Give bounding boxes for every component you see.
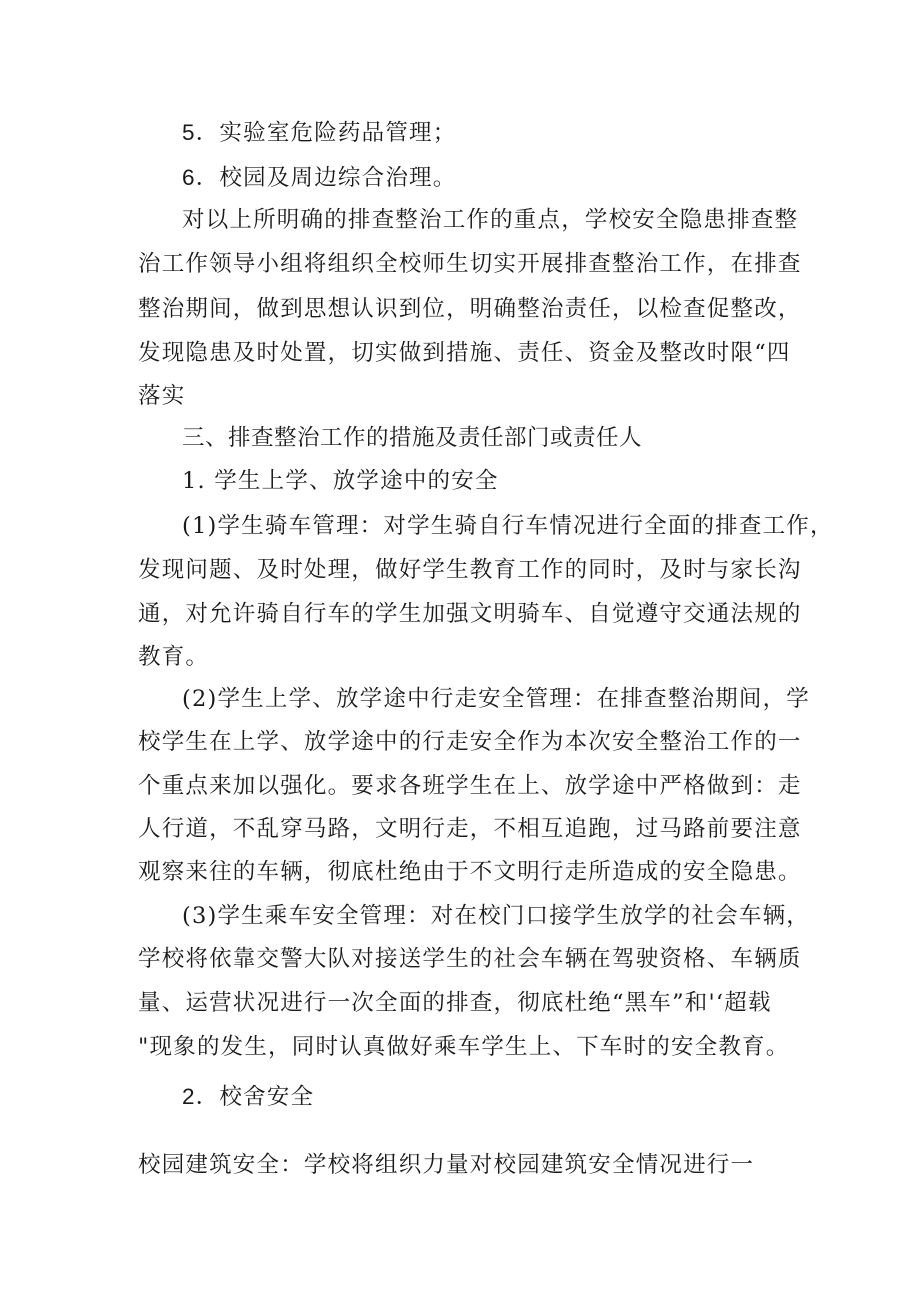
paragraph-line: 落实 — [138, 383, 186, 409]
subsection-title — [182, 1082, 842, 1112]
paragraph-line: 观察来往的车辆，彻底杜绝由于不文明行走所造成的安全隐患。 — [138, 859, 802, 885]
paragraph-line: (3)学生乘车安全管理：对在校门口接学生放学的社会车辆， — [182, 903, 810, 929]
list-item-text: ．实验室危险药品管理； — [195, 120, 457, 146]
paragraph-line: 量、运营状况进行一次全面的排查，彻底杜绝“黑车”和'‘超载 — [138, 990, 772, 1016]
paragraph-line: "现象的发生，同时认真做好乘车学生上、下车时的安全教育。 — [138, 1034, 790, 1060]
subsection-text: ．校舍安全 — [195, 1084, 315, 1110]
paragraph-line: 对以上所明确的排查整治工作的重点，学校安全隐患排查整 — [182, 207, 799, 233]
list-item-5 — [182, 118, 842, 148]
paragraph-line: 校学生在上学、放学途中的行走安全作为本次安全整治工作的一 — [138, 729, 802, 755]
paragraph-line: (1)学生骑车管理：对学生骑自行车情况进行全面的排查工作， — [182, 513, 834, 539]
paragraph-line: 人行道，不乱穿马路，文明行走，不相互追跑，过马路前要注意 — [138, 816, 802, 842]
list-item-text: ．校园及周边综合治理。 — [195, 165, 457, 191]
list-item-number: 6 — [182, 165, 196, 190]
paragraph-line: 通，对允许骑自行车的学生加强文明骑车、自觉遵守交通法规的 — [138, 601, 802, 627]
paragraph-line: (2)学生上学、放学途中行走安全管理：在排查整治期间，学 — [182, 686, 810, 712]
section-heading: 三、排查整治工作的措施及责任部门或责任人 — [182, 425, 643, 451]
subsection-title: 1. 学生上学、放学途中的安全 — [182, 468, 499, 494]
paragraph-line: 整治期间，做到思想认识到位，明确整治责任，以检查促整改， — [138, 296, 802, 322]
paragraph-line: 个重点来加以强化。要求各班学生在上、放学途中严格做到：走 — [138, 773, 802, 799]
paragraph-line: 教育。 — [138, 644, 210, 670]
paragraph-line: 发现隐患及时处置，切实做到措施、责任、资金及整改时限“四 — [138, 340, 791, 366]
list-item-6 — [182, 163, 842, 193]
paragraph-line: 校园建筑安全：学校将组织力量对校园建筑安全情况进行一 — [138, 1152, 755, 1178]
paragraph-line: 治工作领导小组将组织全校师生切实开展排查整治工作，在排查 — [138, 251, 802, 277]
list-item-number: 5 — [182, 120, 196, 145]
paragraph-line: 发现问题、及时处理，做好学生教育工作的同时，及时与家长沟 — [138, 557, 802, 583]
subsection-number: 2 — [182, 1084, 196, 1109]
paragraph-line: 学校将依靠交警大队对接送学生的社会车辆在驾驶资格、车辆质 — [138, 946, 802, 972]
